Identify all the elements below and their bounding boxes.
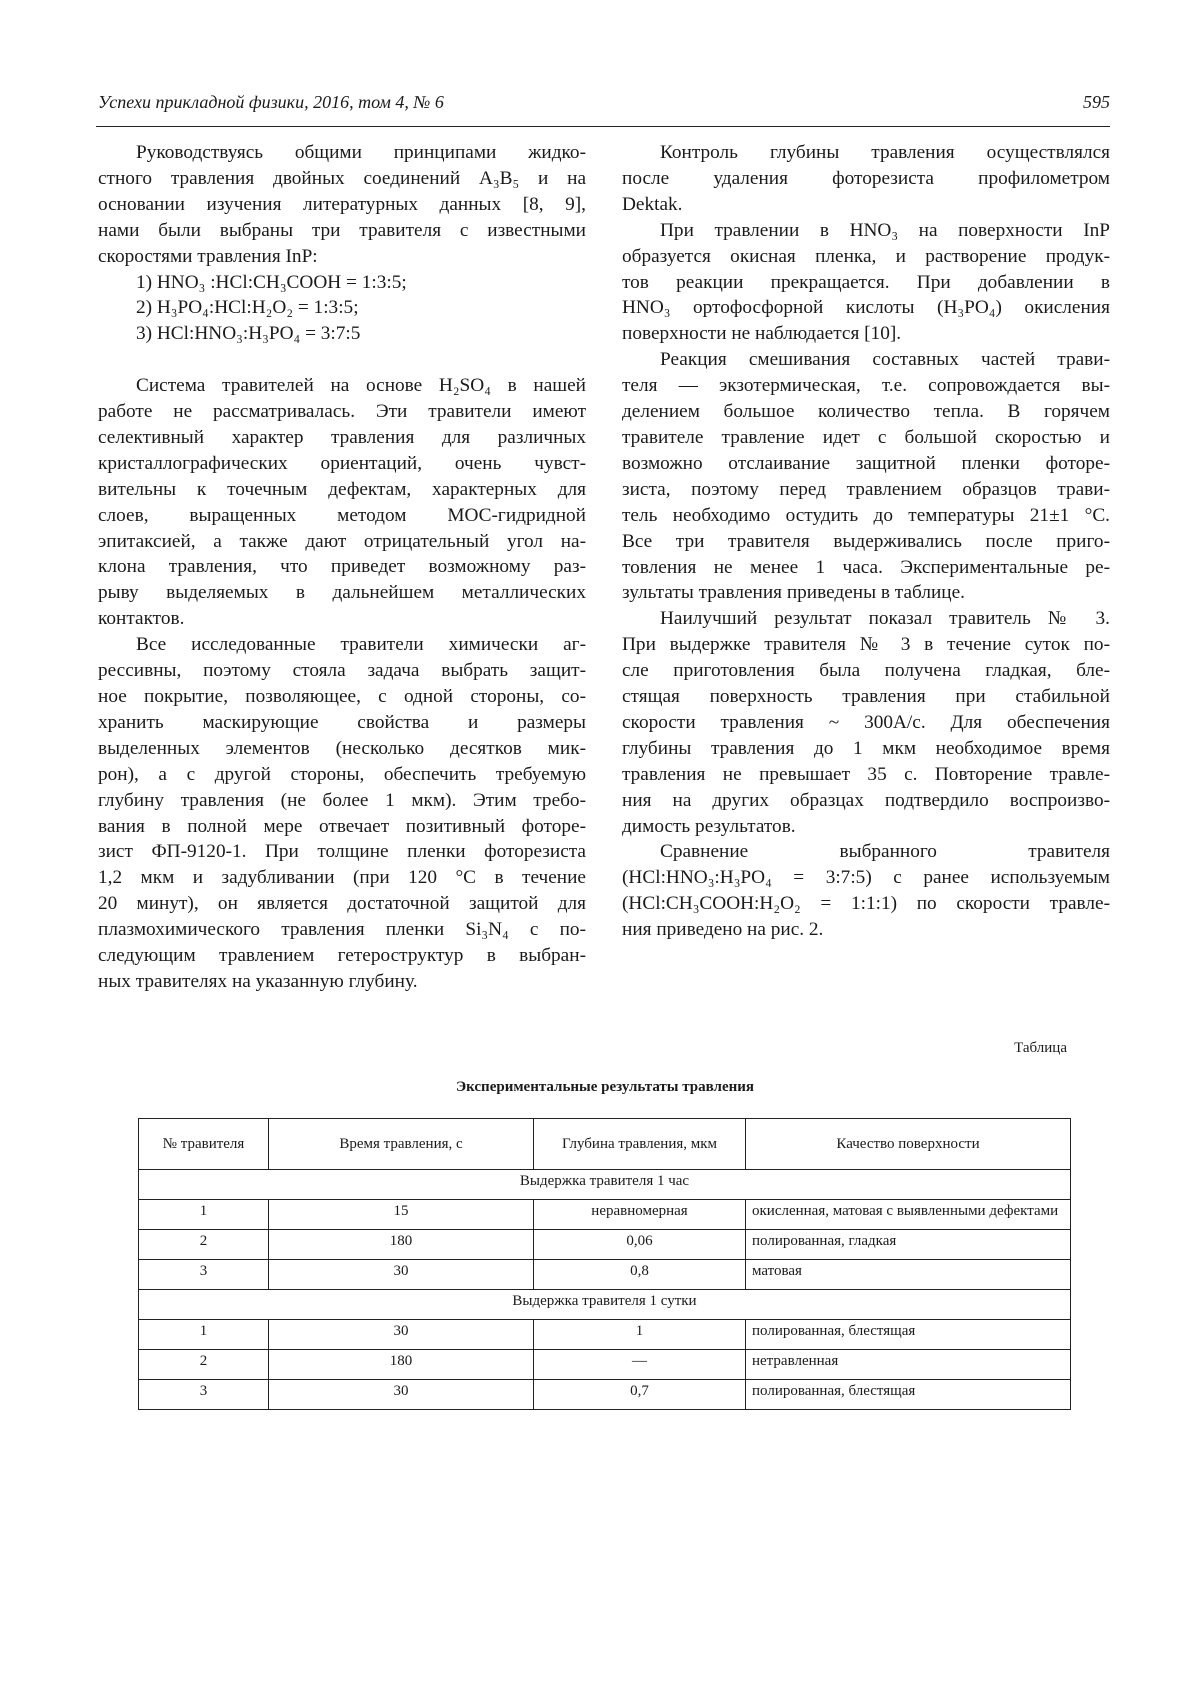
text-line: образуется окисная пленка, и растворение продук- [622,245,1110,267]
text-line: зультаты травления приведены в таблице. [622,582,965,604]
table-cell: 0,8 [534,1260,746,1290]
text-line: (HCl:HNO₃:H₃PO₄ = 3:7:5) с ранее используемым [622,867,1110,889]
text-line: ния приведено на рис. 2. [622,919,824,941]
spacer [98,347,586,373]
table-cell: 30 [269,1260,534,1290]
table-cell: 180 [269,1230,534,1260]
section-label: Выдержка травителя 1 сутки [139,1290,1071,1320]
list-item: 1) HNO₃ :HCl:CH₃COOH = 1:3:5; [136,271,407,293]
table-row [139,1350,1071,1380]
page-number: 595 [1083,92,1110,112]
text-line: HNO₃ ортофосфорной кислоты (H₃PO₄) окисления [622,297,1110,319]
table-cell: полированная, гладкая [746,1230,1071,1260]
text-line: основании изучения литературных данных [8, 9], [98,193,586,215]
table-row [139,1230,1071,1260]
table-row [139,1260,1071,1290]
text-line: стящая поверхность травления при стабильной [622,686,1110,708]
text-line: зиста, поэтому перед травлением образцов трави- [622,478,1110,500]
text-line: 1,2 мкм и задубливании (при 120 °С в течение [98,867,586,889]
text-line: Dektak. [622,193,683,215]
table-cell: полированная, блестящая [746,1380,1071,1410]
header-divider [96,126,1110,127]
table-caption: Таблица [1014,1040,1067,1056]
journal-title: Успехи прикладной физики, 2016, том 4, № 6 [98,92,444,112]
text-line: рон), а с другой стороны, обеспечить требуемую [98,763,586,785]
table-cell: 0,06 [534,1230,746,1260]
text-line: селективный характер травления для различных [98,426,586,448]
text-line: Система травителей на основе H₂SO₄ в нашей [136,375,586,397]
text-line: Все три травителя выдерживались после приго- [622,530,1110,552]
left-column [98,140,586,995]
text-line: травления не превышает 35 с. Повторение травле- [622,763,1110,785]
table-cell: 3 [139,1260,269,1290]
text-line: вания в полной мере отвечает позитивный фоторе- [98,815,586,837]
text-line: эпитаксией, а также дают отрицательный угол на- [98,530,586,552]
text-line: слоев, выращенных методом МОС-гидридной [98,504,586,526]
text-line: Сравнение выбранного травителя [660,841,1110,863]
table-title: Экспериментальные результаты травления [455,1079,755,1095]
text-line: нами были выбраны три травителя с известными [98,219,586,241]
table-cell: нетравленная [746,1350,1071,1380]
column-header: Глубина травления, мкм [534,1119,746,1170]
running-header [98,92,1110,118]
section-label: Выдержка травителя 1 час [139,1170,1071,1200]
table-cell: 30 [269,1320,534,1350]
text-line: товления не менее 1 часа. Экспериментальные ре- [622,556,1110,578]
text-line: выделенных элементов (несколько десятков мик- [98,737,586,759]
table-cell: 1 [534,1320,746,1350]
table-row [139,1200,1071,1230]
paragraph [622,347,1110,606]
text-line: стного травления двойных соединений A₃B₅ и на [98,167,586,189]
right-column [622,140,1110,943]
table-cell: 1 [139,1200,269,1230]
column-header: № травителя [139,1119,269,1170]
table-cell: окисленная, матовая с выявленными дефектами [746,1200,1071,1230]
text-line: после удаления фоторезиста профилометром [622,167,1110,189]
column-header: Качество поверхности [746,1119,1071,1170]
text-line: Реакция смешивания составных частей трави- [660,349,1110,371]
text-line: делением большое количество тепла. В горячем [622,401,1110,423]
text-line: кристаллографических ориентаций, очень чувст- [98,452,586,474]
text-line: контактов. [98,608,185,630]
table-cell: 180 [269,1350,534,1380]
table-cell: 2 [139,1350,269,1380]
table-cell: полированная, блестящая [746,1320,1071,1350]
results-table [138,1118,1071,1410]
table-cell: матовая [746,1260,1071,1290]
text-line: тов реакции прекращается. При добавлении в [622,271,1110,293]
table-cell: 3 [139,1380,269,1410]
table-row [139,1320,1071,1350]
table-cell: — [534,1350,746,1380]
text-line: травителе травление идет с большой скоростью и [622,426,1110,448]
table-header-row [139,1119,1071,1170]
text-line: димость результатов. [622,815,796,837]
list-item: 2) H₃PO₄:HCl:H₂O₂ = 1:3:5; [136,297,359,319]
text-line: возможно отслаивание защитной пленки фоторе- [622,452,1110,474]
table-cell: 1 [139,1320,269,1350]
table-cell: 2 [139,1230,269,1260]
text-line: ных травителях на указанную глубину. [98,970,418,992]
table-cell: 15 [269,1200,534,1230]
text-line: При выдержке травителя № 3 в течение суток по- [622,634,1110,656]
section-row [139,1170,1071,1200]
paragraph [98,373,586,632]
text-line: ное покрытие, позволяющее, с одной стороны, со- [98,686,586,708]
column-header: Время травления, с [269,1119,534,1170]
paragraph [98,140,586,270]
text-line: работе не рассматривалась. Эти травители имеют [98,401,586,423]
text-line: теля — экзотермическая, т.е. сопровождается вы- [622,375,1110,397]
text-line: клона травления, что приведет возможному раз- [98,556,586,578]
text-line: 20 минут), он является достаточной защитой для [98,893,586,915]
text-line: рессивны, поэтому стояла задача выбрать защит- [98,660,586,682]
text-line: зист ФП-9120-1. При толщине пленки фоторезиста [98,841,586,863]
section-row [139,1290,1071,1320]
paragraph [622,218,1110,348]
text-line: Наилучший результат показал травитель № 3. [660,608,1110,630]
text-line: Контроль глубины травления осуществлялся [660,142,1110,163]
text-line: (HCl:CH₃COOH:H₂O₂ = 1:1:1) по скорости травле- [622,893,1110,915]
text-line: скорости травления ~ 300А/с. Для обеспечения [622,711,1110,733]
text-line: Все исследованные травители химически аг- [136,634,586,656]
text-line: хранить маскирующие свойства и размеры [98,711,586,733]
paragraph [98,632,586,995]
table-cell: 0,7 [534,1380,746,1410]
text-line: рыву выделяемых в дальнейшем металлических [98,582,586,604]
list-item: 3) HCl:HNO₃:H₃PO₄ = 3:7:5 [136,323,361,345]
text-line: поверхности не наблюдается [10]. [622,323,902,345]
text-line: плазмохимического травления пленки Si₃N₄ с по- [98,919,586,941]
text-line: ния на других образцах подтвердило воспроизво- [622,789,1110,811]
text-line: тель необходимо остудить до температуры 21±1 °С. [622,504,1110,526]
text-line: скоростями травления InP: [98,245,318,267]
text-line: следующим травлением гетероструктур в выбран- [98,945,586,967]
text-line: глубину травления (не более 1 мкм). Этим требо- [98,789,586,811]
etchant-list [98,270,586,348]
text-line: сле приготовления была получена гладкая, бле- [622,660,1110,682]
table-cell: неравномерная [534,1200,746,1230]
text-line: вительны к точечным дефектам, характерных для [98,478,586,500]
paragraph [622,140,1110,218]
text-line: Руководствуясь общими принципами жидко- [136,142,586,163]
text-line: При травлении в HNO₃ на поверхности InP [660,219,1110,241]
table-cell: 30 [269,1380,534,1410]
paragraph [622,606,1110,839]
table-row [139,1380,1071,1410]
text-line: глубины травления до 1 мкм необходимое время [622,737,1110,759]
paragraph [622,839,1110,943]
